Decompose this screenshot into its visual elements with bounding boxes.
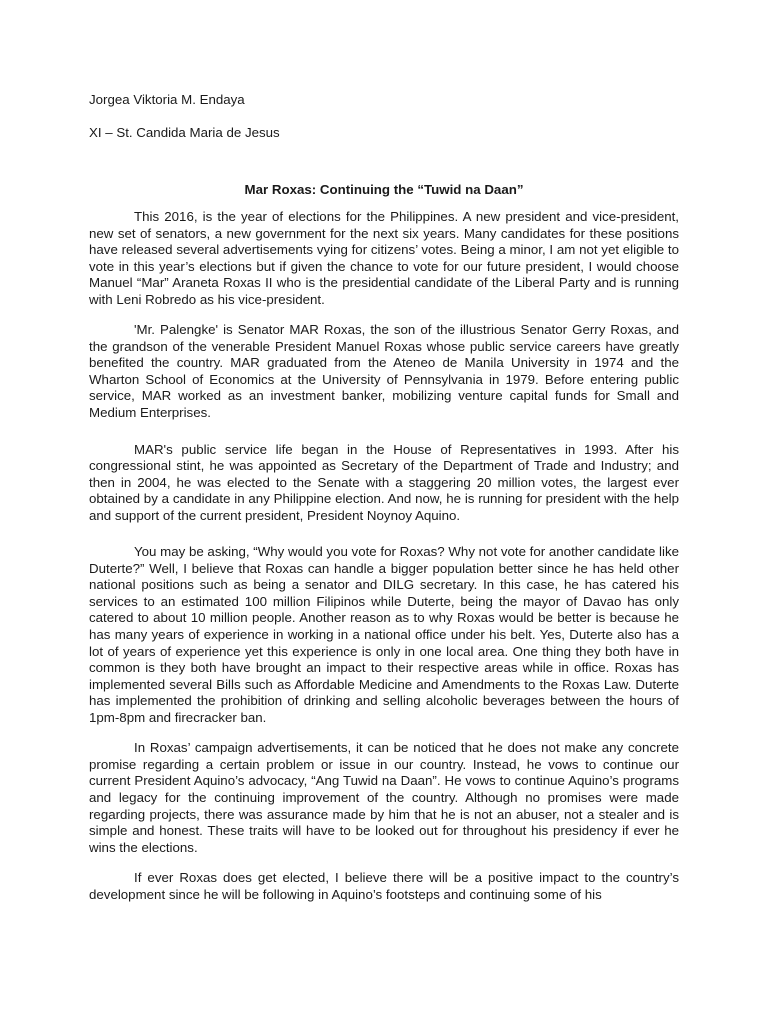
paragraph-5: In Roxas’ campaign advertisements, it can be noticed that he does not make any concrete promise regarding a certain problem or issue in our country. Instead, he vows to continue our current President Aquino’s advocacy, “Ang Tuwid na Daan”. He vows to continue Aquino’s programs and legacy for the continuing improvement of the country. Although no promises were made regarding projects, there was assurance made by him that he is not an abuser, not a stealer and is simple and honest. These traits will have to be looked out for throughout his presidency if ever he wins the elections. bbox=[89, 740, 679, 855]
document-title: Mar Roxas: Continuing the “Tuwid na Daan” bbox=[244, 182, 524, 197]
document-body bbox=[89, 92, 679, 917]
paragraph-6: If ever Roxas does get elected, I believe there will be a positive impact to the country’s development since he will be following in Aquino’s footsteps and continuing some of his bbox=[89, 870, 679, 902]
paragraph-4: You may be asking, “Why would you vote for Roxas? Why not vote for another candidate like Duterte?” Well, I believe that Roxas can handle a bigger population better since he has held other national positions such as being a senator and DILG secretary. In this case, he has catered his services to an estimated 100 million Filipinos while Duterte, being the mayor of Davao has only catered to about 10 million people. Another reason as to why Roxas would be better is because he has many years of experience in working in a national office under his belt. Yes, Duterte also has a lot of years of experience yet this experience is only in one local area. One thing they both have in common is they both have brought an impact to their respective areas while in office. Roxas has implemented several Bills such as Affordable Medicine and Amendments to the Roxas Law. Duterte has implemented the prohibition of drinking and selling alcoholic beverages between the hours of 1pm-8pm and firecracker ban. bbox=[89, 544, 679, 725]
paragraph-2: 'Mr. Palengke' is Senator MAR Roxas, the son of the illustrious Senator Gerry Roxas, and the grandson of the venerable President Manuel Roxas whose public service careers have greatly benefited the country. MAR graduated from the Ateneo de Manila University in 1974 and the Wharton School of Economics at the University of Pennsylvania in 1979. Before entering public service, MAR worked as an investment banker, mobilizing venture capital funds for Small and Medium Enterprises. bbox=[89, 322, 679, 421]
author-name: Jorgea Viktoria M. Endaya bbox=[89, 92, 245, 107]
paragraph-3: MAR's public service life began in the House of Representatives in 1993. After his congressional stint, he was appointed as Secretary of the Department of Trade and Industry; and then in 2004, he was elected to the Senate with a staggering 20 million votes, the largest ever obtained by a candidate in any Philippine election. And now, he is running for president with the help and support of the current president, President Noynoy Aquino. bbox=[89, 441, 679, 523]
author-section: XI – St. Candida Maria de Jesus bbox=[89, 125, 280, 140]
paragraph-1: This 2016, is the year of elections for the Philippines. A new president and vice-president, new set of senators, a new government for the next six years. Many candidates for these positions have released several advertisements vying for citizens’ votes. Being a minor, I am not yet eligible to vote in this year’s elections but if given the chance to vote for our future president, I would choose Manuel “Mar” Araneta Roxas II who is the presidential candidate of the Liberal Party and is running with Leni Robredo as his vice-president. bbox=[89, 209, 679, 307]
